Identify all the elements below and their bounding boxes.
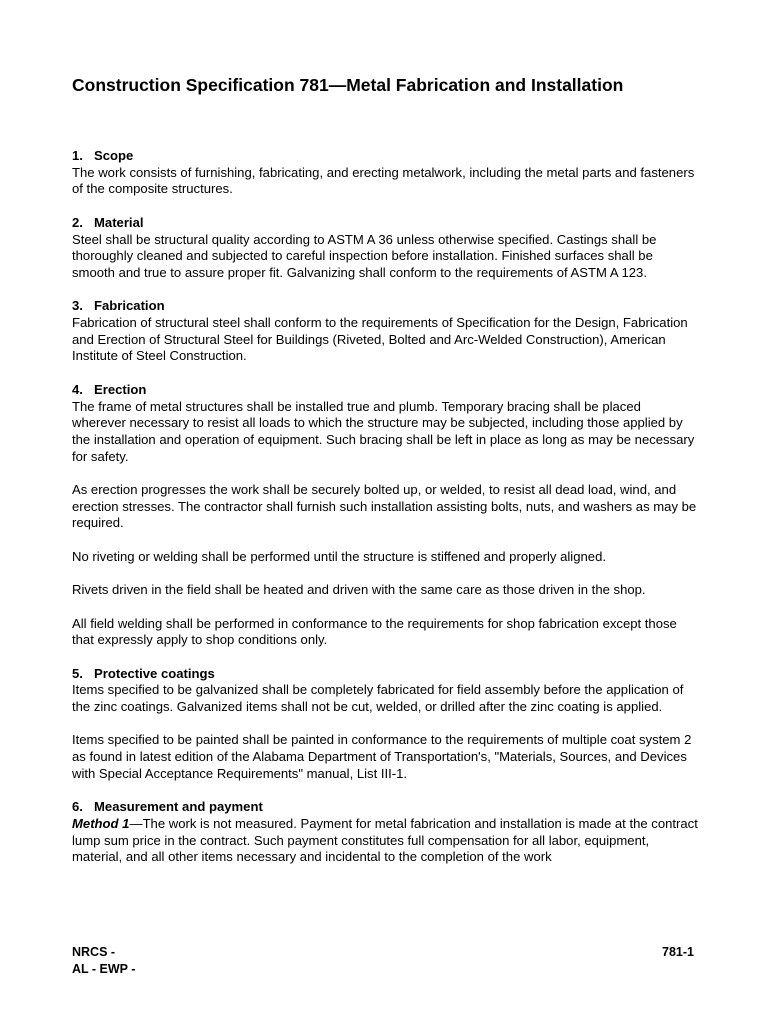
section-number: 4. (72, 381, 83, 397)
section-heading (72, 666, 698, 683)
section-number: 1. (72, 148, 83, 163)
page-number: 781-1 (662, 945, 694, 959)
paragraph: No riveting or welding shall be performed until the structure is stiffened and properly aligned. (72, 548, 606, 564)
section-fabrication (72, 298, 698, 365)
footer-agency-line2: AL - EWP - (72, 962, 136, 976)
footer-agency (72, 944, 135, 978)
document-body (72, 148, 698, 883)
section-number: 6. (72, 799, 83, 815)
page-title: Construction Specification 781—Metal Fabrication and Installation (72, 75, 624, 95)
paragraph: The work consists of furnishing, fabricating, and erecting metalwork, including the metal parts and fasteners of the composite structures. (72, 164, 695, 197)
section-title: Material (94, 214, 144, 230)
method-text: —The work is not measured. Payment for metal fabrication and installation is made at the contract lump sum price in the contract. Such payment constitutes full compensation for all labor, equipment, material, and all other items necessary and incidental to the completion of the work (72, 815, 698, 865)
section-scope (72, 148, 698, 198)
section-erection (72, 382, 698, 649)
section-heading (72, 215, 698, 232)
section-title: Erection (94, 381, 147, 397)
section-material (72, 215, 698, 282)
section-protective-coatings (72, 666, 698, 783)
paragraph: Rivets driven in the field shall be heated and driven with the same care as those driven in the shop. (72, 582, 646, 598)
paragraph: Items specified to be galvanized shall be completely fabricated for field assembly before the application of the zinc coatings. Galvanized items shall not be cut, welded, or drilled after the zinc coating is applied. (72, 682, 684, 715)
paragraph: All field welding shall be performed in conformance to the requirements for shop fabrication except those that expressly apply to shop conditions only. (72, 615, 677, 648)
section-number: 2. (72, 214, 83, 230)
paragraph: The frame of metal structures shall be installed true and plumb. Temporary bracing shall be placed wherever necessary to resist all loads to which the structure may be subjected, including those applied by the installation and operation of equipment. Such bracing shall be left in place as long as may be necessary for safety. (72, 398, 695, 464)
paragraph: As erection progresses the work shall be securely bolted up, or welded, to resist all dead load, wind, and erection stresses. The contractor shall furnish such installation assisting bolts, nuts, and washers as may be required. (72, 482, 697, 531)
section-title: Scope (94, 148, 134, 163)
section-heading (72, 382, 698, 399)
footer-agency-line1: NRCS - (72, 945, 116, 959)
method-label: Method 1 (72, 815, 130, 831)
section-title: Protective coatings (94, 665, 215, 681)
section-heading (72, 298, 698, 315)
paragraph: Steel shall be structural quality according to ASTM A 36 unless otherwise specified. Castings shall be thoroughly cleaned and subjected to careful inspection before installation. Finished surfaces shall be smooth and true to assure proper fit. Galvanizing shall conform to the requirements of ASTM A 123. (72, 231, 657, 280)
section-title: Fabrication (94, 298, 165, 314)
paragraph (72, 816, 698, 866)
section-heading (72, 799, 698, 816)
section-title: Measurement and payment (94, 799, 263, 815)
paragraph: Fabrication of structural steel shall conform to the requirements of Specification for the Design, Fabrication and Erection of Structural Steel for Buildings (Riveted, Bolted and Arc-Welded Construction), American Institute of Steel Construction. (72, 315, 688, 364)
section-number: 3. (72, 298, 83, 314)
section-heading (72, 148, 698, 165)
section-number: 5. (72, 665, 83, 681)
paragraph: Items specified to be painted shall be painted in conformance to the requirements of multiple coat system 2 as found in latest edition of the Alabama Department of Transportation's, "Materials, Sources, and Devices with Special Acceptance Requirements" manual, List III-1. (72, 732, 692, 781)
section-measurement-payment (72, 799, 698, 866)
